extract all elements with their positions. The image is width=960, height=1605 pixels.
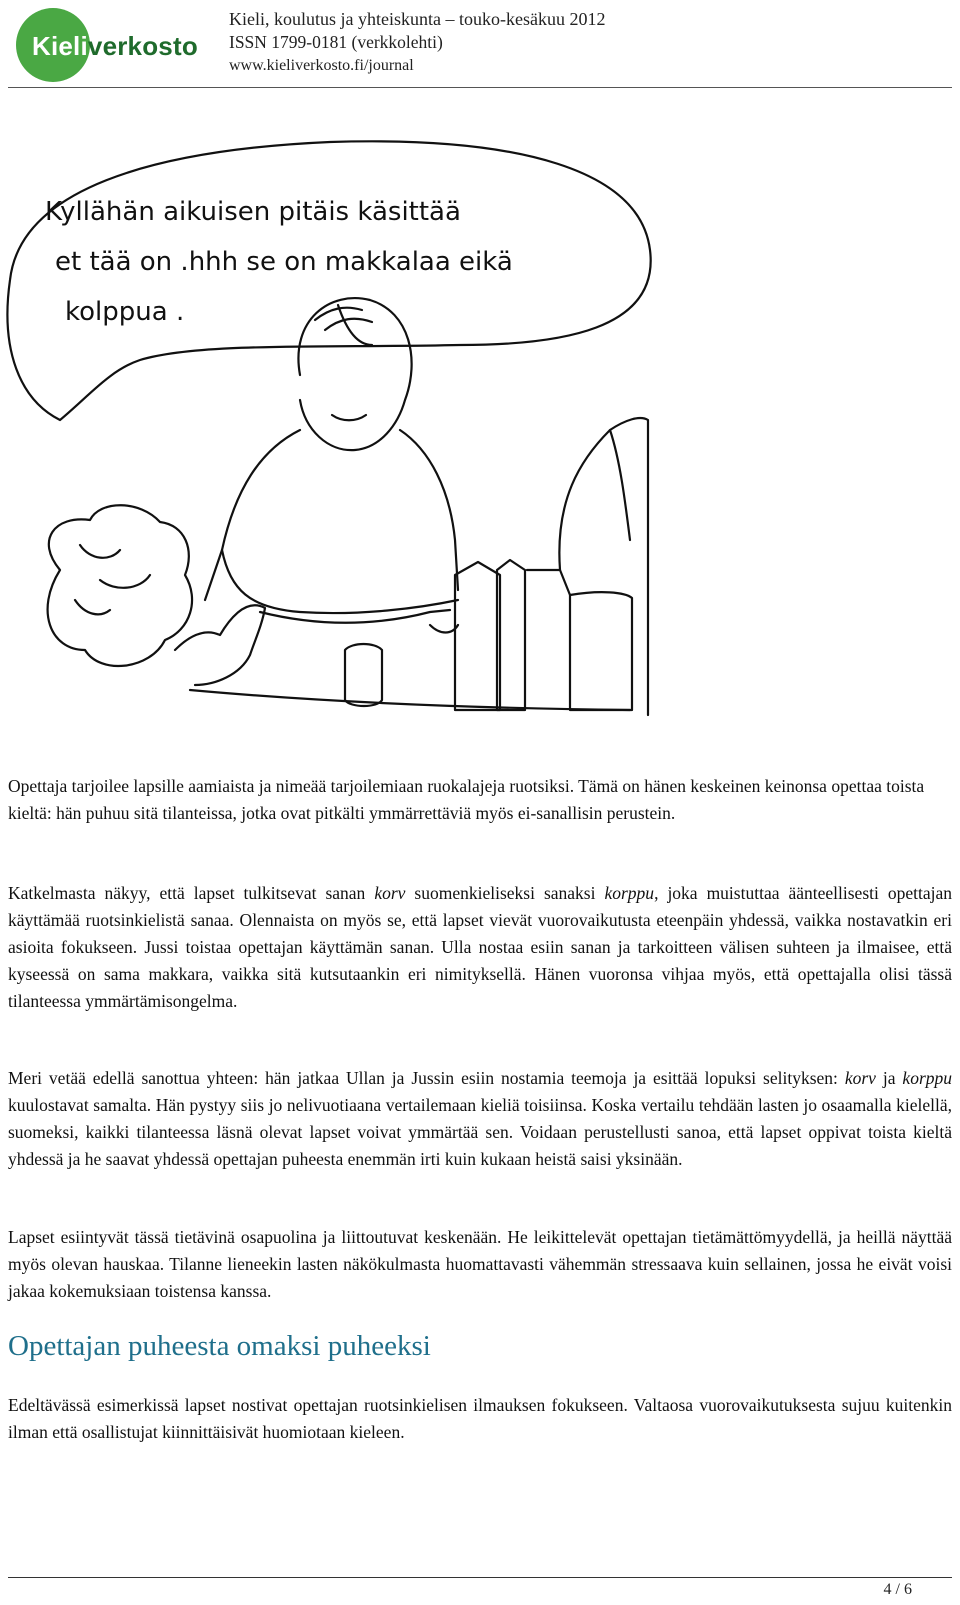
footer-divider (8, 1577, 952, 1578)
cup (345, 644, 382, 706)
p3-term-korppu: korppu (902, 1068, 952, 1088)
p2-term-korv: korv (374, 883, 406, 903)
p2-part-b: suomenkieliseksi sanaksi (405, 883, 605, 903)
milk-carton-1 (455, 562, 500, 710)
logo-text (32, 31, 198, 62)
comic-illustration (0, 130, 680, 730)
paragraph-2-text (8, 880, 952, 1015)
paragraph-4 (8, 1224, 952, 1305)
speech-line-1: Kyllähän aikuisen pitäis käsittää (45, 197, 461, 227)
page-header (0, 0, 960, 88)
journal-info (229, 8, 605, 77)
teacher-body (205, 430, 458, 600)
p3-part-b: ja (875, 1068, 903, 1088)
p3-term-korv: korv (844, 1068, 876, 1088)
paragraph-5-text: Edeltävässä esimerkissä lapset nostivat opettajan ruotsinkielisen ilmauksen fokukseen. Valtaosa vuorovaikutuksesta sujuu kuitenkin ilman että osallistujat kiinnittäisivät huomiotaan kieleen. (8, 1395, 952, 1442)
journal-issn: ISSN 1799-0181 (verkkolehti) (229, 32, 443, 52)
paragraph-3-text (8, 1065, 952, 1173)
paragraph-3 (8, 1065, 952, 1173)
paragraph-5 (8, 1392, 952, 1446)
journal-url[interactable]: www.kieliverkosto.fi/journal (229, 57, 414, 74)
p2-part-c: , joka muistuttaa äänteellisesti opettajan käyttämää ruotsinkielistä sanaa. Olennaista on myös se, että lapset vievät vuorovaikutusta eteenpäin yhdessä, vaikka nostavatkin eri asioita fokukseen. Jussi toistaa opettajan käyttämän sanan. Ulla nostaa esiin sanan ja tarkoitteen välisen suhteen ja ilmaisee, että kyseessä on sama makkara, vaikka sitä kutsutaankin eri nimityksellä. Hänen vuoronsa vihjaa myös, että opettajalla olisi tässä tilanteessa ymmärtämisongelma. (8, 883, 952, 1011)
p3-part-c: kuulostavat samalta. Hän pystyy siis jo nelivuotiaana vertailemaan kieliä toisiinsa. Koska vertailu tehdään lasten jo osaamalla kielellä, suomeksi, kaikki tilanteessa läsnä olevat lapset voivat ymmärtää sen. Voidaan perustellusti sanoa, että lapset oppivat toista kieltä yhdessä ja he saavat yhdessä opettajan puheesta enemmän irti kuin kukaan heistä saisi yksinään. (8, 1095, 952, 1169)
speech-line-3: kolppua . (65, 297, 185, 327)
kieliverkosto-logo[interactable] (14, 6, 224, 82)
right-figure (559, 418, 648, 715)
speech-line-2: et tää on .hhh se on makkalaa eikä (55, 247, 513, 277)
paragraph-2 (8, 880, 952, 1015)
p3-part-a: Meri vetää edellä sanottua yhteen: hän jatkaa Ullan ja Jussin esiin nostamia teemoja ja esittää lopuksi selityksen: (8, 1068, 845, 1088)
logo-text-part1: Kieli (32, 31, 88, 61)
table-edge (190, 690, 630, 710)
speech-bubble (7, 141, 650, 420)
speech-text (45, 197, 513, 327)
child-head (48, 505, 192, 666)
paragraph-1-text: Opettaja tarjoilee lapsille aamiaista ja nimeää tarjoilemiaan ruokalajeja ruotsiksi. Tämä on hänen keskeinen keinonsa opettaa toista kieltä: hän puhuu sitä tilanteissa, jotka ovat pitkälti ymmärrettäviä myös ei-sanallisin perustein. (8, 776, 925, 823)
logo-text-part2: verkosto (87, 31, 198, 61)
p2-part-a: Katkelmasta näkyy, että lapset tulkitsevat sanan (8, 883, 375, 903)
journal-title: Kieli, koulutus ja yhteiskunta – touko-kesäkuu 2012 (229, 9, 606, 29)
milk-carton-2 (497, 560, 525, 710)
page-number: 4 / 6 (883, 1581, 912, 1598)
jar (570, 592, 632, 710)
paragraph-1 (8, 773, 952, 827)
paragraph-4-text: Lapset esiintyvät tässä tietävinä osapuolina ja liittoutuvat keskenään. He leikittelevät opettajan tietämättömyydellä, ja heillä näyttää myös olevan hauskaa. Tilanne lieneekin lasten näkökulmasta huomattavasti vähemmän stressaava kuin sellainen, jossa he eivät voisi jakaa kokemuksiaan toistensa kanssa. (8, 1227, 952, 1301)
header-divider (8, 87, 952, 88)
section-heading: Opettajan puheesta omaksi puheeksi (8, 1330, 431, 1362)
p2-term-korppu: korppu (604, 883, 655, 903)
